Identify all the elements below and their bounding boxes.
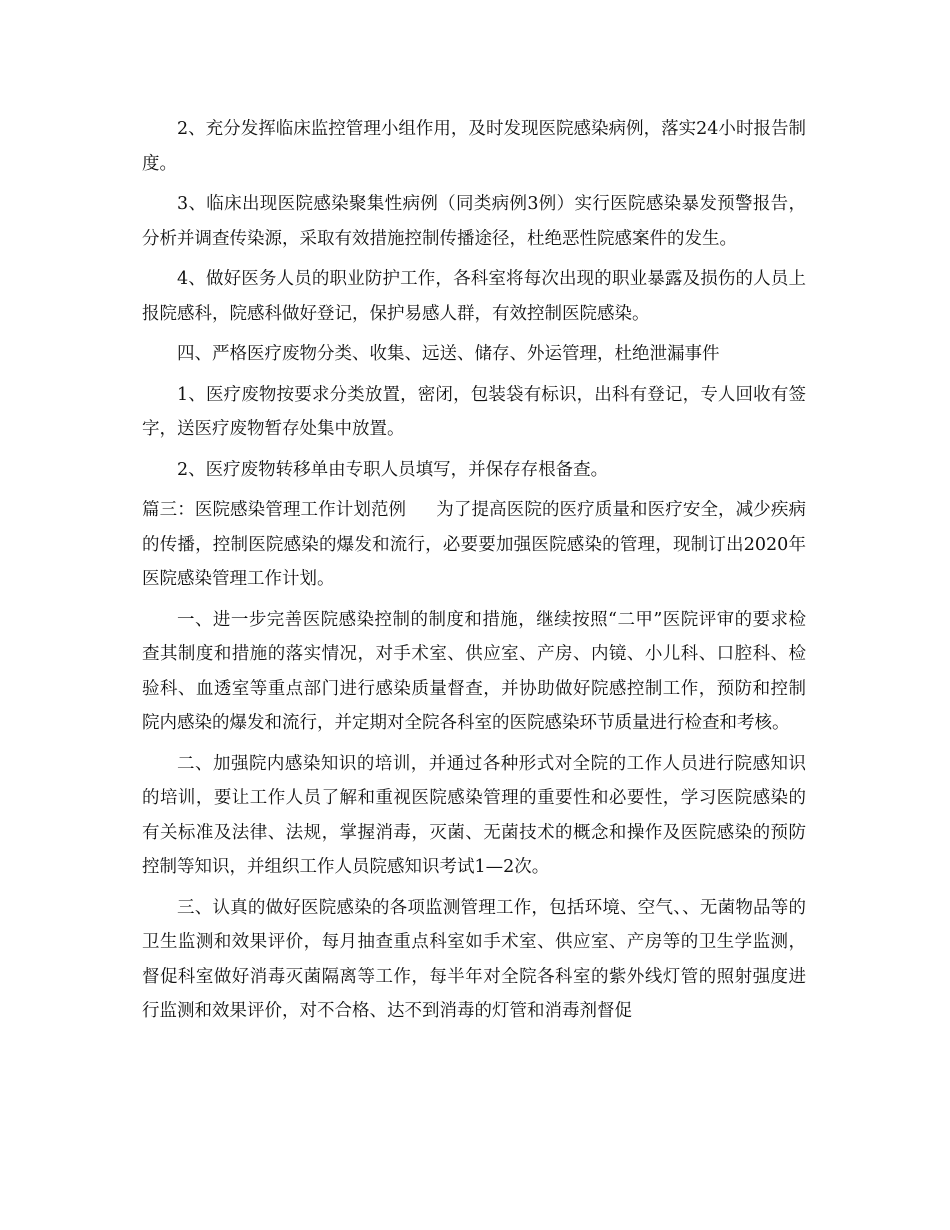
section3-title: 篇三：医院感染管理工作计划范例 — [142, 500, 407, 520]
plan-paragraph-3: 三、认真的做好医院感染的各项监测管理工作，包括环境、空气、、无菌物品等的卫生监测和效果评价，每月抽查重点科室如手术室、供应室、产房等的卫生学监测，督促科室做好消毒灭菌隔离等工作，每半年对全院各科室的紫外线灯管的照射强度进行监测和效果评价，对不合格、达不到消毒的灯管和消毒剂督促 — [142, 897, 806, 1021]
section-heading-4: 四、严格医疗废物分类、收集、远送、储存、外运管理，杜绝泄漏事件 — [177, 344, 720, 364]
paragraph-waste-1: 1、医疗废物按要求分类放置，密闭，包装袋有标识，出科有登记，专人回收有签字，送医疗废物暂存处集中放置。 — [142, 384, 806, 439]
paragraph-waste-2: 2、医疗废物转移单由专职人员填写，并保存存根备查。 — [177, 459, 609, 480]
plan-paragraph-2: 二、加强院内感染知识的培训，并通过各种形式对全院的工作人员进行院感知识的培训，要让工作人员了解和重视医院感染管理的重要性和必要性，学习医院感染的有关标准及法律、法规，掌握消毒，灭菌、无菌技术的概念和操作及医院感染的预防控制等知识，并组织工作人员院感知识考试1—2次。 — [142, 753, 806, 877]
document-body — [142, 112, 806, 1035]
plan-paragraph-1: 一、进一步完善医院感染控制的制度和措施，继续按照“二甲”医院评审的要求检查其制度和措施的落实情况，对手术室、供应室、产房、内镜、小儿科、口腔科、检验科、血透室等重点部门进行感染质量督查，并协助做好院感控制工作，预防和控制院内感染的爆发和流行，并定期对全院各科室的医院感染环节质量进行检查和考核。 — [142, 609, 806, 733]
paragraph-item-3: 3、临床出现医院感染聚集性病例（同类病例3例）实行医院感染暴发预警报告，分析并调查传染源，采取有效措施控制传播途径，杜绝恶性院感案件的发生。 — [142, 194, 806, 249]
section3-intro: 为了提高医院的医疗质量和医疗安全，减少疾病的传播，控制医院感染的爆发和流行，必要要加强医院感染的管理，现制订出2020年医院感染管理工作计划。 — [142, 500, 807, 589]
section3-intro-paragraph — [142, 493, 806, 597]
paragraph-item-4: 4、做好医务人员的职业防护工作，各科室将每次出现的职业暴露及损伤的人员上报院感科，院感科做好登记，保护易感人群，有效控制医院感染。 — [142, 269, 806, 324]
paragraph-item-2: 2、充分发挥临床监控管理小组作用，及时发现医院感染病例，落实24小时报告制度。 — [142, 119, 806, 174]
